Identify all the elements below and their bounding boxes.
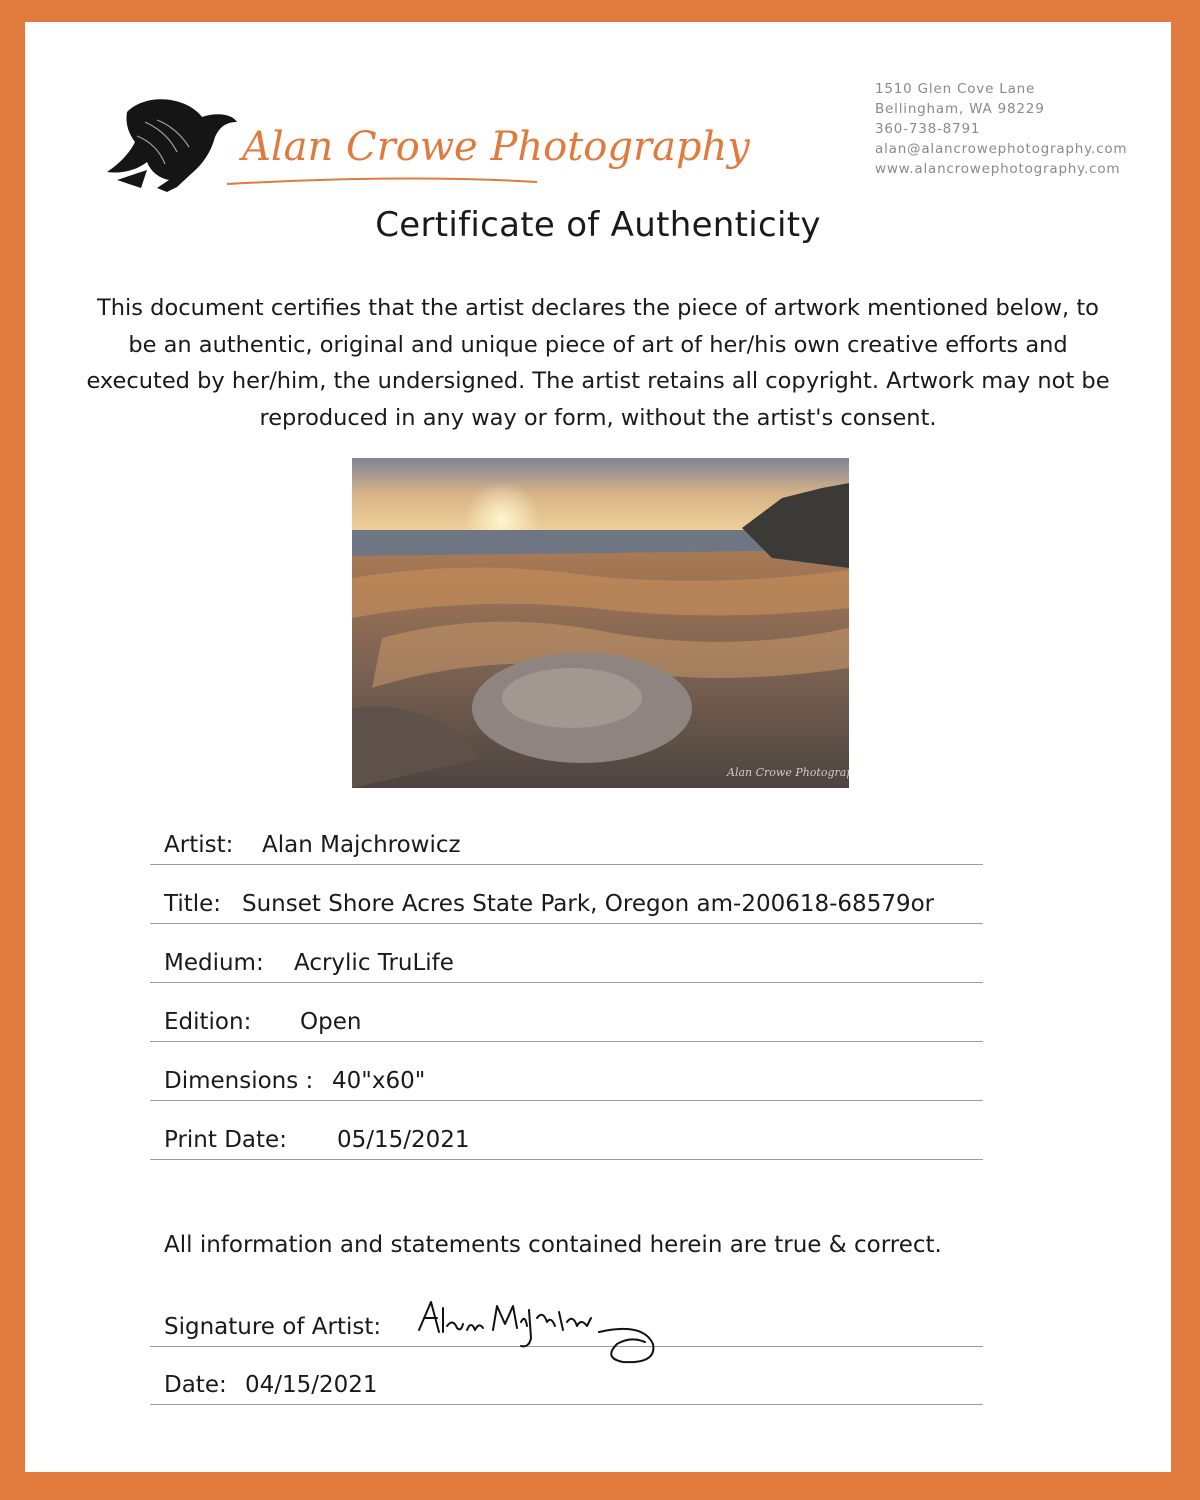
page-title: Certificate of Authenticity — [375, 205, 821, 245]
field-label-print-date: Print Date: — [164, 1127, 287, 1153]
declaration-text: This document certifies that the artist declares the piece of artwork mentioned below, to be an authentic, original and unique piece of art of her/his own creative efforts and executed by her/him, the undersigned. The artist retains all copyright. Artwork may not be reproduced in any way or form, without the artist's consent. — [86, 295, 1110, 431]
contact-city: Bellingham, WA 98229 — [875, 101, 1045, 117]
field-label-dimensions: Dimensions : — [164, 1068, 314, 1094]
field-label-title: Title: — [164, 891, 222, 917]
field-value-dimensions: 40"x60" — [332, 1068, 426, 1094]
photo-watermark: Alan Crowe Photography — [727, 766, 867, 779]
field-value-print-date: 05/15/2021 — [337, 1127, 470, 1153]
certificate-sheet — [25, 22, 1171, 1472]
contact-block — [875, 79, 1127, 179]
field-dimensions — [150, 1060, 983, 1101]
field-label-signature: Signature of Artist: — [164, 1314, 382, 1340]
brand-wordmark: Alan Crowe Photography — [242, 124, 750, 170]
field-value-medium: Acrylic TruLife — [294, 950, 454, 976]
field-label-edition: Edition: — [164, 1009, 252, 1035]
attestation-statement: All information and statements contained herein are true & correct. — [164, 1232, 942, 1258]
field-label-date: Date: — [164, 1372, 227, 1398]
field-artist — [150, 824, 983, 865]
contact-street: 1510 Glen Cove Lane — [875, 81, 1036, 97]
crow-icon — [107, 92, 750, 207]
field-value-title: Sunset Shore Acres State Park, Oregon am-200618-68579or — [242, 891, 935, 917]
photo-coastal-sunset — [352, 458, 867, 788]
artwork-photo — [352, 458, 867, 788]
field-value-date: 04/15/2021 — [245, 1372, 378, 1398]
field-value-artist: Alan Majchrowicz — [262, 832, 461, 858]
artist-signature — [413, 1292, 673, 1372]
contact-website[interactable]: www.alancrowephotography.com — [875, 161, 1121, 177]
field-edition — [150, 1001, 983, 1042]
brand-logo — [107, 92, 750, 207]
field-label-medium: Medium: — [164, 950, 264, 976]
field-print-date — [150, 1119, 983, 1160]
field-value-edition: Open — [300, 1009, 362, 1035]
field-medium — [150, 942, 983, 983]
field-title — [150, 883, 983, 924]
field-date — [150, 1364, 983, 1405]
contact-phone: 360-738-8791 — [875, 121, 981, 137]
field-label-artist: Artist: — [164, 832, 234, 858]
contact-email[interactable]: alan@alancrowephotography.com — [875, 141, 1128, 157]
